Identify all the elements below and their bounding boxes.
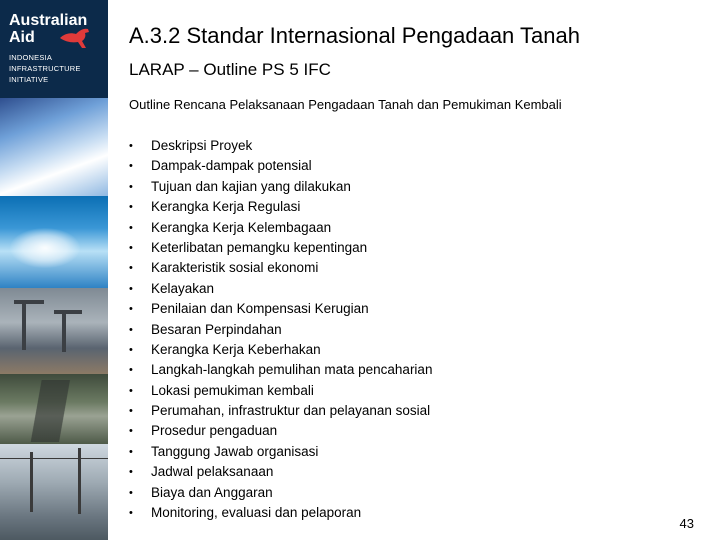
bullet-icon: • (129, 241, 133, 254)
rail-pole (30, 452, 33, 512)
list-item-text: Kerangka Kerja Kelembagaan (151, 219, 332, 235)
bullet-icon: • (129, 201, 133, 214)
list-item-text: Karakteristik sosial ekonomi (151, 260, 319, 276)
bullet-icon: • (129, 507, 133, 520)
list-item-text: Perumahan, infrastruktur dan pelayanan sosial (151, 403, 431, 419)
sky-photo (0, 98, 108, 196)
overhead-wire (0, 458, 108, 459)
bullet-icon: • (129, 405, 133, 418)
slide-subtitle: LARAP – Outline PS 5 IFC (129, 60, 331, 79)
list-item-text: Kerangka Kerja Regulasi (151, 199, 301, 215)
list-item-text: Monitoring, evaluasi dan pelaporan (151, 505, 362, 521)
bullet-icon: • (129, 303, 133, 316)
list-item-text: Lokasi pemukiman kembali (151, 382, 314, 398)
list-item-text: Penilaian dan Kompensasi Kerugian (151, 301, 369, 317)
kangaroo-icon (58, 24, 92, 50)
australian-aid-logo (0, 0, 108, 98)
list-item-text: Prosedur pengaduan (151, 423, 278, 439)
brand-name-line1: Australian (9, 12, 88, 29)
bullet-icon: • (129, 445, 133, 458)
bullet-icon: • (129, 262, 133, 275)
bullet-icon: • (129, 221, 133, 234)
bullet-icon: • (129, 384, 133, 397)
list-item-text: Langkah-langkah pemulihan mata pencaharian (151, 362, 433, 378)
slide-title: A.3.2 Standar Internasional Pengadaan Tanah (129, 23, 580, 48)
bullet-icon: • (129, 343, 133, 356)
page-number: 43 (679, 516, 694, 531)
list-item-text: Keterlibatan pemangku kepentingan (151, 239, 368, 255)
crane-arm (54, 310, 82, 314)
list-item-text: Jadwal pelaksanaan (151, 464, 274, 480)
bullet-icon: • (129, 466, 133, 479)
list-item-text: Kelayakan (151, 280, 215, 296)
list-item-text: Tujuan dan kajian yang dilakukan (151, 178, 351, 194)
program-line1: INDONESIA (9, 53, 53, 62)
slide-intro: Outline Rencana Pelaksanaan Pengadaan Tanah dan Pemukiman Kembali (129, 97, 562, 112)
bullet-icon: • (129, 282, 133, 295)
crane-mast (62, 310, 66, 352)
list-item-text: Besaran Perpindahan (151, 321, 282, 337)
bullet-icon: • (129, 425, 133, 438)
bullet-icon: • (129, 160, 133, 173)
program-line3: INITIATIVE (9, 75, 49, 84)
program-line2: INFRASTRUCTURE (9, 64, 81, 73)
list-item-text: Dampak-dampak potensial (151, 158, 312, 174)
water-splash (10, 228, 80, 268)
highway-road (20, 380, 80, 442)
bullet-icon: • (129, 140, 133, 152)
left-branding-panel (0, 0, 108, 540)
list-item-text: Biaya dan Anggaran (151, 484, 273, 500)
list-item-text: Kerangka Kerja Keberhakan (151, 341, 321, 357)
list-item-text: Deskripsi Proyek (151, 138, 253, 153)
brand-name-line2: Aid (9, 29, 35, 46)
bullet-icon: • (129, 364, 133, 377)
bullet-icon: • (129, 486, 133, 499)
bullet-icon: • (129, 323, 133, 336)
crane-mast (22, 300, 26, 350)
list-item-text: Tanggung Jawab organisasi (151, 443, 319, 459)
crane-arm (14, 300, 44, 304)
bullet-icon: • (129, 180, 133, 193)
program-name (9, 52, 105, 85)
